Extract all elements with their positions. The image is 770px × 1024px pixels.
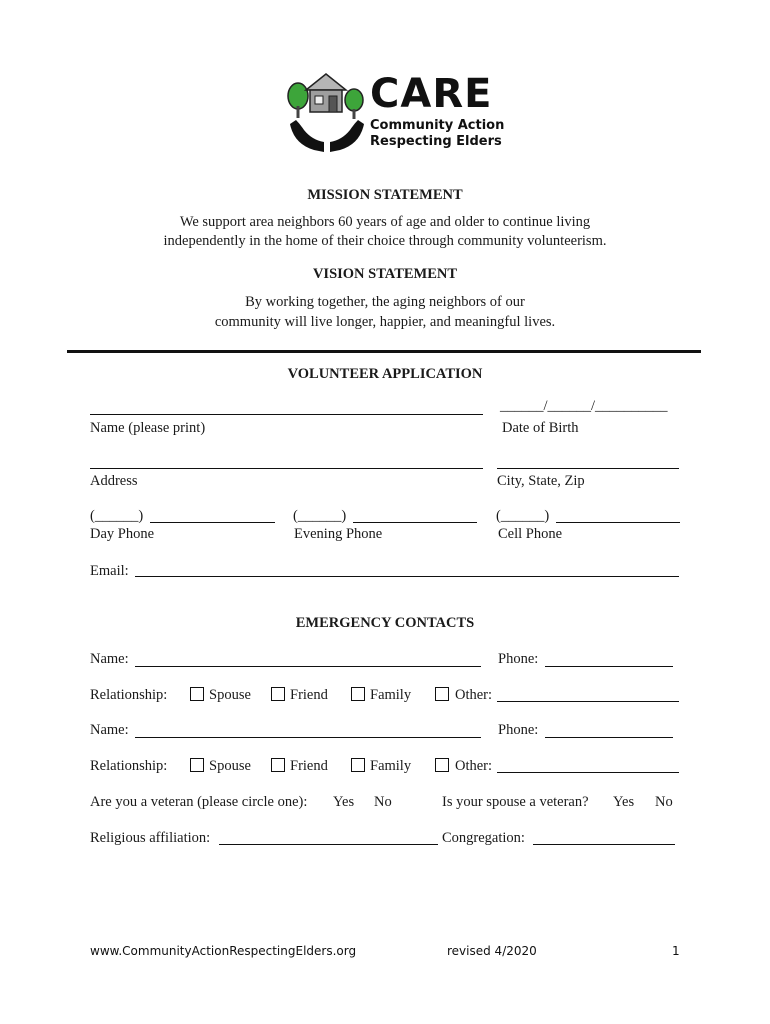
evening-phone-area[interactable]: (______) xyxy=(293,508,347,524)
email-label: Email: xyxy=(90,563,129,579)
logo-subtitle-line1: Community Action xyxy=(370,118,505,133)
contact2-name-field[interactable] xyxy=(135,737,481,738)
contact1-family-checkbox[interactable] xyxy=(351,687,365,701)
contact2-phone-label: Phone: xyxy=(498,722,539,738)
logo-title: CARE xyxy=(370,71,493,117)
contact2-family-checkbox[interactable] xyxy=(351,758,365,772)
spouse-veteran-no-option[interactable]: No xyxy=(655,794,673,810)
congregation-label: Congregation: xyxy=(442,830,525,846)
religious-affiliation-label: Religious affiliation: xyxy=(90,830,211,846)
city-state-zip-label: City, State, Zip xyxy=(497,473,585,489)
contact2-family-label: Family xyxy=(370,758,412,774)
name-field[interactable] xyxy=(90,414,483,415)
spouse-veteran-yes-option[interactable]: Yes xyxy=(613,794,635,810)
spouse-veteran-question: Is your spouse a veteran? xyxy=(442,794,589,810)
cell-phone-field[interactable] xyxy=(556,522,680,523)
congregation-field[interactable] xyxy=(533,844,675,845)
contact2-friend-checkbox[interactable] xyxy=(271,758,285,772)
footer-website: www.CommunityActionRespectingElders.org xyxy=(90,944,357,958)
contact2-friend-label: Friend xyxy=(290,758,328,774)
vision-line2: community will live longer, happier, and meaningful lives. xyxy=(214,314,556,330)
contact1-phone-label: Phone: xyxy=(498,651,539,667)
address-label: Address xyxy=(90,473,138,489)
contact1-friend-checkbox[interactable] xyxy=(271,687,285,701)
dob-field[interactable]: ______/______/__________ xyxy=(500,398,668,414)
contact2-phone-field[interactable] xyxy=(545,737,673,738)
day-phone-area[interactable]: (______) xyxy=(90,508,144,524)
mission-heading: MISSION STATEMENT xyxy=(307,187,463,203)
city-state-zip-field[interactable] xyxy=(497,468,679,469)
logo-subtitle-line2: Respecting Elders xyxy=(370,134,502,149)
cell-phone-area[interactable]: (______) xyxy=(496,508,550,524)
footer-revised: revised 4/2020 xyxy=(447,944,537,958)
contact2-name-label: Name: xyxy=(90,722,129,738)
contact2-other-label: Other: xyxy=(455,758,493,774)
contact1-name-label: Name: xyxy=(90,651,129,667)
contact2-relationship-label: Relationship: xyxy=(90,758,168,774)
evening-phone-label: Evening Phone xyxy=(294,526,383,542)
contact1-spouse-label: Spouse xyxy=(209,687,251,703)
vision-heading: VISION STATEMENT xyxy=(312,266,458,282)
section-divider xyxy=(67,350,701,353)
contact1-name-field[interactable] xyxy=(135,666,481,667)
contact2-other-field[interactable] xyxy=(497,772,679,773)
contact1-relationship-label: Relationship: xyxy=(90,687,168,703)
contact1-friend-label: Friend xyxy=(290,687,328,703)
contact1-other-checkbox[interactable] xyxy=(435,687,449,701)
veteran-yes-option[interactable]: Yes xyxy=(333,794,355,810)
veteran-no-option[interactable]: No xyxy=(374,794,392,810)
veteran-question: Are you a veteran (please circle one): xyxy=(90,794,308,810)
house-trees-hands-icon xyxy=(284,66,370,158)
contact2-spouse-label: Spouse xyxy=(209,758,251,774)
logo xyxy=(284,66,505,158)
mission-line1: We support area neighbors 60 years of age and older to continue living xyxy=(179,214,591,230)
name-label: Name (please print) xyxy=(90,420,206,436)
mission-line2: independently in the home of their choice through community volunteerism. xyxy=(163,233,607,249)
address-field[interactable] xyxy=(90,468,483,469)
contact1-spouse-checkbox[interactable] xyxy=(190,687,204,701)
contact1-other-label: Other: xyxy=(455,687,493,703)
contact2-spouse-checkbox[interactable] xyxy=(190,758,204,772)
contact2-other-checkbox[interactable] xyxy=(435,758,449,772)
dob-label: Date of Birth xyxy=(502,420,579,436)
emergency-heading: EMERGENCY CONTACTS xyxy=(295,615,475,631)
application-heading: VOLUNTEER APPLICATION xyxy=(287,366,483,382)
email-field[interactable] xyxy=(135,576,679,577)
day-phone-field[interactable] xyxy=(150,522,275,523)
religious-affiliation-field[interactable] xyxy=(219,844,438,845)
footer-page-number: 1 xyxy=(672,944,680,958)
cell-phone-label: Cell Phone xyxy=(498,526,563,542)
contact1-family-label: Family xyxy=(370,687,412,703)
contact1-phone-field[interactable] xyxy=(545,666,673,667)
day-phone-label: Day Phone xyxy=(90,526,155,542)
contact1-other-field[interactable] xyxy=(497,701,679,702)
vision-line1: By working together, the aging neighbors of our xyxy=(245,294,525,310)
evening-phone-field[interactable] xyxy=(353,522,477,523)
